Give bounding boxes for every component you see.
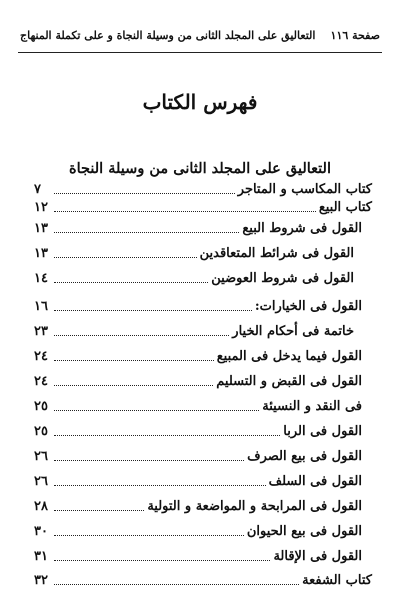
- toc-entry-page: ١٢: [34, 200, 48, 215]
- toc-entry-page: ٢٥: [34, 399, 48, 414]
- toc-entry: [34, 270, 372, 287]
- dot-leader: [54, 385, 213, 386]
- toc-entry: [34, 373, 372, 390]
- toc-entry: [34, 298, 372, 315]
- toc-entry-page: ١٣: [34, 221, 48, 236]
- dot-leader: [54, 584, 299, 585]
- toc-entry: [34, 448, 372, 465]
- toc-entry-title: القول فى بيع الحيوان: [246, 524, 362, 539]
- toc-entry: [34, 523, 372, 540]
- toc-entry: [34, 423, 372, 440]
- dot-leader: [54, 485, 266, 486]
- toc-entry-title: كتاب الشفعة: [302, 573, 372, 588]
- toc-entry-title: القول فى شرائط المتعاقدين: [199, 246, 354, 261]
- toc-entry-page: ٢٦: [34, 474, 48, 489]
- dot-leader: [54, 560, 270, 561]
- dot-leader: [54, 360, 214, 361]
- index-title: فهرس الكتاب: [142, 90, 258, 114]
- toc-entry: [34, 548, 372, 565]
- toc-entry-page: ٣٢: [34, 573, 48, 588]
- toc-entry: [34, 245, 372, 262]
- toc-entry-title: القول فى السلف: [268, 474, 362, 489]
- dot-leader: [54, 310, 252, 311]
- section-title: التعاليق على المجلد الثانى من وسيلة النجاة: [68, 160, 331, 177]
- dot-leader: [54, 232, 239, 233]
- dot-leader: [54, 193, 235, 194]
- toc-entry-page: ١٦: [34, 299, 48, 314]
- toc-entry-page: ٢٨: [34, 499, 48, 514]
- toc-entry-page: ١٤: [34, 271, 48, 286]
- toc-entry: [34, 473, 372, 490]
- dot-leader: [54, 211, 316, 212]
- dot-leader: [54, 335, 229, 336]
- dot-leader: [54, 257, 197, 258]
- toc-entry-title: القول فى القبض و التسليم: [216, 374, 362, 389]
- header-divider: [18, 52, 382, 53]
- page-number-label: صفحة ١١٦: [330, 29, 380, 42]
- toc-entry-page: ١٣: [34, 246, 48, 261]
- toc-entry-page: ٢٥: [34, 424, 48, 439]
- toc-entry-page: ٢٣: [34, 324, 48, 339]
- running-title: التعاليق على المجلد الثانى من وسيلة النجاة و على تكملة المنهاج: [20, 29, 316, 42]
- toc-entry-title: القول فى شروط العوضين: [211, 271, 354, 286]
- toc-entry: [34, 323, 372, 340]
- toc-entry: [34, 572, 372, 589]
- dot-leader: [54, 282, 208, 283]
- toc-entry-page: ٢٦: [34, 449, 48, 464]
- toc-entry-title: فى النقد و النسيئة: [262, 399, 362, 414]
- toc-entry-title: القول فى شروط البيع: [242, 221, 362, 236]
- toc-entry-title: القول فى المرابحة و المواضعة و التولية: [147, 499, 362, 514]
- dot-leader: [54, 460, 244, 461]
- toc-entry-title: القول فى الربا: [283, 424, 362, 439]
- toc-entry-page: ٢٤: [34, 349, 48, 364]
- dot-leader: [54, 410, 259, 411]
- toc-entry: [34, 181, 372, 198]
- toc-entry: [34, 220, 372, 237]
- running-header: [20, 29, 380, 42]
- toc-entry: [34, 348, 372, 365]
- toc-entry-page: ٧: [34, 182, 41, 197]
- toc-entry: [34, 498, 372, 515]
- toc-entry: [34, 199, 372, 216]
- toc-entry-title: القول فى الإقالة: [273, 549, 362, 564]
- toc-entry-title: القول فى بيع الصرف: [247, 449, 362, 464]
- dot-leader: [54, 535, 244, 536]
- toc-entry-title: القول فى الخيارات:: [254, 299, 362, 314]
- dot-leader: [54, 510, 144, 511]
- toc-entry: [34, 398, 372, 415]
- toc-entry-page: ٢٤: [34, 374, 48, 389]
- toc-entry-title: كتاب البيع: [318, 200, 372, 215]
- dot-leader: [54, 435, 280, 436]
- toc-entry-page: ٣٠: [34, 524, 48, 539]
- toc-entry-page: ٣١: [34, 549, 48, 564]
- toc-entry-title: كتاب المكاسب و المتاجر: [237, 182, 372, 197]
- toc-entry-title: خاتمة فى أحكام الخيار: [232, 324, 354, 339]
- toc-entry-title: القول فيما يدخل فى المبيع: [216, 349, 362, 364]
